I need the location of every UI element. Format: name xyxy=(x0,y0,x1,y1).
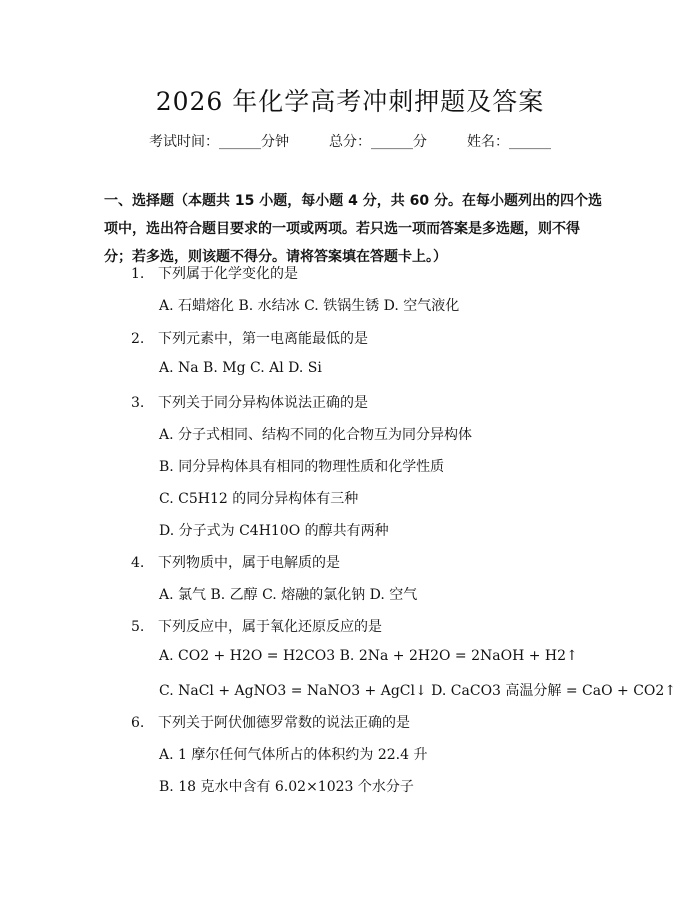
question-number: 3. xyxy=(131,395,145,411)
question-text: 下列物质中，属于电解质的是 xyxy=(158,555,340,571)
question-text: 下列关于阿伏伽德罗常数的说法正确的是 xyxy=(158,715,410,731)
question-2 xyxy=(131,328,368,348)
question-1-options: A. 石蜡熔化 B. 水结冰 C. 铁锅生锈 D. 空气液化 xyxy=(159,298,460,314)
question-text: 下列反应中，属于氧化还原反应的是 xyxy=(158,619,382,635)
question-number: 1. xyxy=(131,266,145,282)
question-3-option-a: A. 分子式相同、结构不同的化合物互为同分异构体 xyxy=(159,427,473,443)
question-text: 下列属于化学变化的是 xyxy=(158,266,298,282)
exam-meta xyxy=(0,131,700,151)
exam-time: 考试时间：______分钟 xyxy=(149,134,289,150)
question-number: 4. xyxy=(131,555,145,571)
question-text: 下列元素中，第一电离能最低的是 xyxy=(158,331,368,347)
question-3 xyxy=(131,392,368,412)
section-instructions: 一、选择题（本题共 15 小题，每小题 4 分，共 60 分。在每小题列出的四个选项中，选出符合题目要求的一项或两项。若只选一项而答案是多选题，则不得分；若多选，则该题不得分。请将答案填在答题卡上。） xyxy=(104,193,602,265)
question-number: 5. xyxy=(131,619,145,635)
question-5 xyxy=(131,616,382,636)
question-4-options: A. 氯气 B. 乙醇 C. 熔融的氯化钠 D. 空气 xyxy=(159,587,418,603)
question-6-option-b: B. 18 克水中含有 6.02×1023 个水分子 xyxy=(159,779,414,795)
question-6-option-a: A. 1 摩尔任何气体所占的体积约为 22.4 升 xyxy=(159,747,428,763)
total-score: 总分：______分 xyxy=(329,134,427,150)
page-title: 2026 年化学高考冲刺押题及答案 xyxy=(155,87,545,116)
question-3-option-b: B. 同分异构体具有相同的物理性质和化学性质 xyxy=(159,459,445,475)
question-text: 下列关于同分异构体说法正确的是 xyxy=(158,395,368,411)
question-4 xyxy=(131,552,340,572)
question-2-options: A. Na B. Mg C. Al D. Si xyxy=(159,360,322,376)
question-number: 2. xyxy=(131,331,145,347)
question-5-options-cd: C. NaCl + AgNO3 = NaNO3 + AgCl↓ D. CaCO3 高温分解 = CaO + CO2↑ xyxy=(159,683,677,699)
question-1 xyxy=(131,263,298,283)
question-number: 6. xyxy=(131,715,145,731)
question-5-options-ab: A. CO2 + H2O = H2CO3 B. 2Na + 2H2O = 2NaOH + H2↑ xyxy=(159,648,578,664)
question-3-option-c: C. C5H12 的同分异构体有三种 xyxy=(159,491,359,507)
question-6 xyxy=(131,712,410,732)
student-name: 姓名：______ xyxy=(467,134,551,150)
question-3-option-d: D. 分子式为 C4H10O 的醇共有两种 xyxy=(159,523,389,539)
